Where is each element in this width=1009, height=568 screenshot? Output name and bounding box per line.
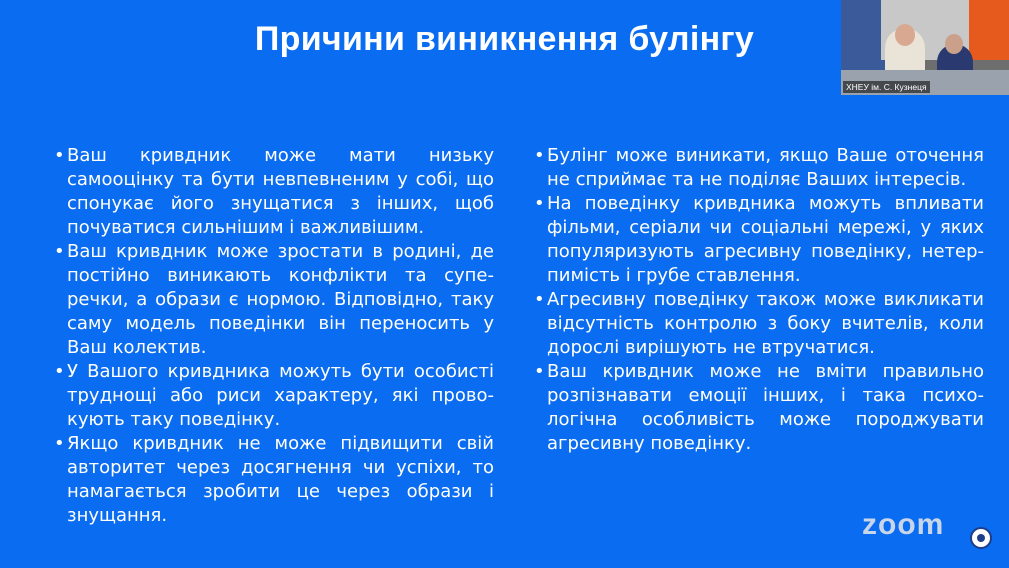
bullet-item: • Агресивну поведінку також може викликати відсутність контролю з боку вчителів, коли дорослі вирішують не втручатися. bbox=[534, 288, 984, 360]
zoom-logo: zoom bbox=[862, 508, 945, 541]
bullet-item: • Ваш кривдник може не вміти правильно розпізнавати емоції інших, і така психо-логічна особливість може породжувати агресивну поведінку. bbox=[534, 360, 984, 456]
participant-head bbox=[945, 34, 963, 54]
university-seal-icon bbox=[970, 527, 992, 549]
bullet-item: • Ваш кривдник може зростати в родині, де постійно виникають конфлікти та супе-речки, а образи є нормою. Відповідно, таку саму модель поведінки він переносить у Ваш колектив. bbox=[54, 240, 494, 360]
bullet-item: • Булінг може виникати, якщо Ваше оточення не сприймає та не поділяє Ваших інтересів. bbox=[534, 144, 984, 192]
bullet-item: • У Вашого кривдника можуть бути особисті труднощі або риси характеру, які прово-кують таку поведінку. bbox=[54, 360, 494, 432]
participant-video-thumbnail[interactable] bbox=[841, 0, 1009, 95]
participant-name-label: ХНЕУ ім. С. Кузнеця bbox=[843, 81, 930, 93]
participant-head bbox=[895, 24, 915, 46]
bullet-item: • Якщо кривдник не може підвищити свій авторитет через досягнення чи успіхи, то намагається зробити це через образи і знущання. bbox=[54, 432, 494, 528]
slide-title: Причини виникнення булінгу bbox=[254, 20, 755, 58]
bullet-item: • Ваш кривдник може мати низьку самооцінку та бути невпевненим у собі, що спонукає його знущатися з інших, щоб почуватися сильнішим і важливішим. bbox=[54, 144, 494, 240]
bullet-item: • На поведінку кривдника можуть впливати фільми, серіали чи соціальні мережі, у яких популяризують агресивну поведінку, нетер-пимість і грубе ставлення. bbox=[534, 192, 984, 288]
video-background bbox=[969, 0, 1009, 60]
left-column bbox=[54, 144, 494, 528]
right-column bbox=[534, 144, 984, 456]
